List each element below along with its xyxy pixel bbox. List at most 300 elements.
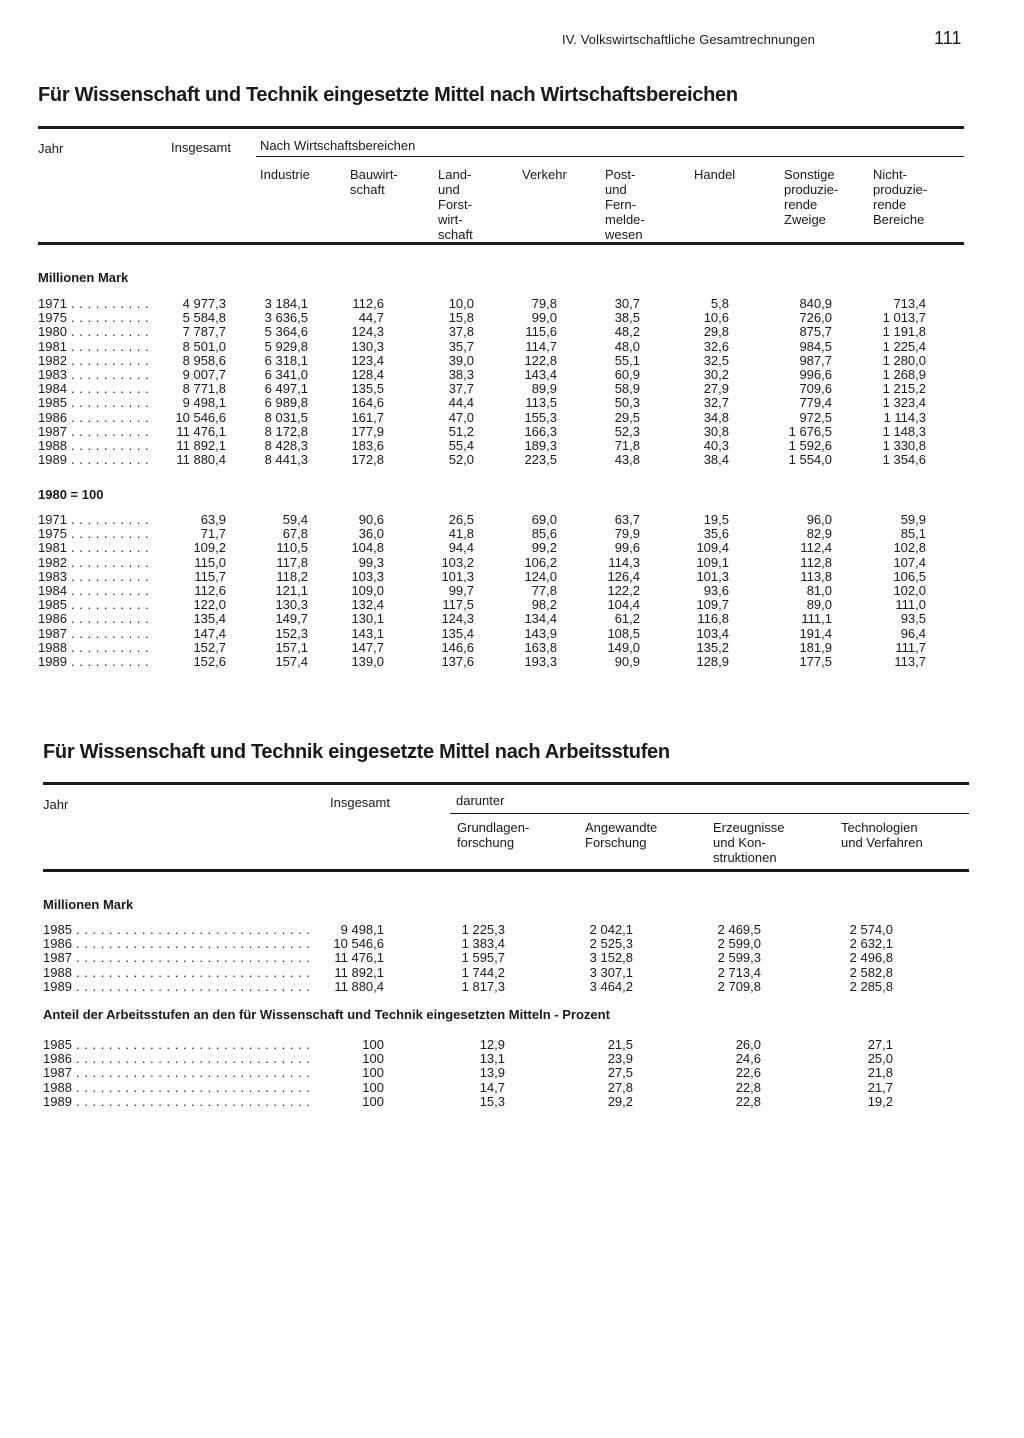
table1-top-rule (38, 126, 964, 129)
table-cell: 111,7 (895, 639, 926, 655)
table-cell: 103,3 (351, 568, 384, 584)
year-label: 1981 . . . (38, 541, 150, 555)
table-cell: 96,4 (900, 625, 926, 641)
table-row (0, 556, 1024, 570)
table-cell: 24,6 (735, 1051, 761, 1067)
table-cell: 11 476,1 (176, 423, 226, 439)
table-cell: 112,8 (800, 554, 832, 570)
table-cell: 93,6 (703, 583, 729, 598)
year-label: 1989 . . . (38, 655, 150, 669)
table-cell: 6 341,0 (264, 367, 308, 382)
table1-col-head-8: Nicht- produzie- rende Bereiche (873, 167, 928, 227)
table-cell: 157,1 (275, 639, 308, 655)
table-cell: 61,2 (614, 611, 640, 627)
table-cell: 984,5 (799, 338, 832, 354)
table-row (0, 513, 1024, 527)
table-cell: 161,7 (351, 409, 384, 425)
table-cell: 29,8 (703, 324, 729, 340)
table-cell: 94,4 (448, 540, 474, 556)
table-cell: 163,8 (524, 639, 557, 655)
table-cell: 112,4 (800, 540, 832, 556)
table-cell: 29,2 (607, 1093, 633, 1109)
table-cell: 55,1 (614, 352, 640, 368)
year-label: 1985 . . . (43, 1038, 309, 1052)
table-cell: 1 191,8 (882, 324, 926, 340)
table-cell: 1 744,2 (461, 964, 505, 980)
table-cell: 115,6 (525, 324, 557, 340)
table2-section-millionen: Millionen Mark (43, 897, 134, 912)
table-cell: 122,2 (607, 583, 640, 598)
table-cell: 987,7 (799, 352, 832, 368)
table-cell: 1 215,2 (882, 381, 926, 397)
table-cell: 146,6 (441, 639, 474, 655)
table-cell: 9 007,7 (182, 367, 226, 382)
table-cell: 117,5 (442, 597, 474, 613)
table-cell: 32,5 (703, 352, 729, 368)
table-cell: 101,3 (441, 568, 474, 584)
table-cell: 22,6 (735, 1065, 761, 1081)
table-cell: 124,3 (351, 324, 384, 340)
table-cell: 109,1 (696, 554, 729, 570)
table-cell: 2 469,5 (717, 922, 761, 937)
table-cell: 2 713,4 (717, 964, 761, 980)
table-row (0, 655, 1024, 669)
year-label: 1988 . . . (43, 1081, 309, 1095)
table-cell: 3 184,1 (264, 296, 308, 311)
table-cell: 177,9 (351, 423, 384, 439)
table-row (0, 411, 1024, 425)
table-cell: 32,6 (703, 338, 729, 354)
table-cell: 121,1 (275, 583, 308, 598)
table-cell: 19,2 (867, 1093, 893, 1109)
table-cell: 840,9 (799, 296, 832, 311)
table-cell: 5,8 (710, 296, 729, 311)
table-cell: 115,0 (194, 554, 226, 570)
table-cell: 113,7 (894, 654, 926, 669)
table-cell: 191,4 (799, 625, 832, 641)
table-cell: 135,4 (193, 611, 226, 627)
table-cell: 779,4 (799, 395, 832, 411)
table-cell: 1 817,3 (461, 978, 505, 994)
chapter-heading: IV. Volkswirtschaftliche Gesamtrechnungen (562, 32, 815, 47)
table-cell: 101,3 (696, 568, 729, 584)
table-cell: 1 225,3 (461, 922, 505, 937)
table-cell: 2 496,8 (849, 950, 893, 966)
table-cell: 2 632,1 (849, 936, 893, 952)
table-cell: 109,0 (351, 583, 384, 598)
table-cell: 1 383,4 (461, 936, 505, 952)
table-row (0, 951, 1024, 965)
table-cell: 23,9 (607, 1051, 633, 1067)
table-cell: 58,9 (614, 381, 640, 397)
table-cell: 11 880,4 (176, 452, 226, 468)
table-row (0, 382, 1024, 396)
table-cell: 30,7 (614, 296, 640, 311)
table-cell: 32,7 (703, 395, 729, 411)
table-cell: 34,8 (703, 409, 729, 425)
year-label: 1984 . . . (38, 382, 150, 396)
table-cell: 26,0 (735, 1037, 761, 1052)
table-cell: 8 501,0 (182, 338, 226, 354)
year-label: 1971 . . . (38, 513, 150, 527)
table-cell: 13,1 (479, 1051, 505, 1067)
table-cell: 90,6 (358, 512, 384, 527)
table-cell: 40,3 (703, 438, 729, 453)
table-cell: 51,2 (448, 423, 474, 439)
table-cell: 1 148,3 (882, 423, 926, 439)
table-cell: 177,5 (799, 654, 832, 669)
table1-head-group: Nach Wirtschaftsbereichen (260, 138, 416, 153)
table-row (0, 980, 1024, 994)
table-cell: 13,9 (479, 1065, 505, 1081)
table-cell: 3 636,5 (264, 310, 308, 326)
year-label: 1971 . . . (38, 297, 150, 311)
table-cell: 110,5 (276, 540, 308, 556)
table-cell: 25,0 (867, 1051, 893, 1067)
table-cell: 14,7 (479, 1079, 505, 1095)
year-label: 1982 . . . (38, 354, 150, 368)
table-cell: 113,5 (525, 395, 557, 411)
table-cell: 8 958,6 (182, 352, 226, 368)
table2-col-head-3: Erzeugnisse und Kon- struktionen (713, 820, 785, 865)
table-cell: 143,9 (524, 625, 557, 641)
table-cell: 2 709,8 (717, 978, 761, 994)
table-cell: 1 554,0 (788, 452, 832, 468)
table-cell: 103,4 (696, 625, 729, 641)
table-cell: 5 364,6 (264, 324, 308, 340)
table2-col-head-1: Grundlagen- forschung (457, 820, 530, 850)
table-cell: 193,3 (524, 654, 557, 669)
table-cell: 139,0 (351, 654, 384, 669)
table-row (0, 311, 1024, 325)
table-cell: 9 498,1 (340, 922, 384, 937)
table-cell: 1 330,8 (882, 438, 926, 453)
year-label: 1987 . . . (38, 425, 150, 439)
table-cell: 124,3 (441, 611, 474, 627)
table-row (0, 641, 1024, 655)
table1-col-head-7: Sonstige produzie- rende Zweige (784, 167, 839, 227)
table-cell: 11 880,4 (334, 978, 384, 994)
table-cell: 85,1 (900, 526, 926, 542)
table-cell: 134,4 (524, 611, 557, 627)
table-cell: 137,6 (441, 654, 474, 669)
table-cell: 11 892,1 (176, 438, 226, 453)
table-cell: 71,8 (614, 438, 640, 453)
table1-col-head-2: Bauwirt- schaft (350, 167, 398, 197)
table-cell: 143,1 (351, 625, 384, 641)
table-cell: 111,0 (895, 597, 926, 613)
year-label: 1982 . . . (38, 556, 150, 570)
table-cell: 48,0 (614, 338, 640, 354)
table-cell: 44,7 (358, 310, 384, 326)
table-cell: 1 268,9 (882, 367, 926, 382)
table-cell: 2 285,8 (849, 978, 893, 994)
table2-top-rule (43, 782, 969, 785)
table-cell: 713,4 (893, 296, 926, 311)
table-cell: 30,8 (703, 423, 729, 439)
table-cell: 181,9 (799, 639, 832, 655)
table1-col-head-3: Land- und Forst- wirt- schaft (438, 167, 473, 242)
year-label: 1988 . . . (43, 966, 309, 980)
table-row (0, 527, 1024, 541)
table-cell: 164,6 (351, 395, 384, 411)
table-cell: 128,9 (696, 654, 729, 669)
table2-col-head-2: Angewandte Forschung (585, 820, 658, 850)
table-row (0, 1052, 1024, 1066)
table-cell: 15,3 (479, 1093, 505, 1109)
table-cell: 22,8 (735, 1093, 761, 1109)
table2-section-anteil: Anteil der Arbeitsstufen an den für Wissenschaft und Technik eingesetzten Mitteln - Prozent (43, 1007, 610, 1022)
table-cell: 67,8 (282, 526, 308, 542)
table-cell: 99,3 (358, 554, 384, 570)
table-row (0, 570, 1024, 584)
table-cell: 1 013,7 (882, 310, 926, 326)
year-label: 1981 . . . (38, 340, 150, 354)
table-cell: 152,3 (275, 625, 308, 641)
table-cell: 152,6 (193, 654, 226, 669)
table-row (0, 541, 1024, 555)
table-cell: 223,5 (524, 452, 557, 468)
table-cell: 130,3 (351, 338, 384, 354)
table-cell: 3 152,8 (589, 950, 633, 966)
table1-title: Für Wissenschaft und Technik eingesetzte Mittel nach Wirtschaftsbereichen (38, 84, 738, 106)
table-cell: 21,8 (867, 1065, 893, 1081)
table-cell: 1 114,3 (883, 409, 926, 425)
table-cell: 130,1 (351, 611, 384, 627)
table-cell: 149,7 (275, 611, 308, 627)
table-cell: 81,0 (806, 583, 832, 598)
table-cell: 5 584,8 (182, 310, 226, 326)
table-cell: 106,5 (893, 568, 926, 584)
table-cell: 27,5 (607, 1065, 633, 1081)
table-row (0, 453, 1024, 467)
table-cell: 12,9 (479, 1037, 505, 1052)
table-cell: 99,0 (531, 310, 557, 326)
table1-section-index: 1980 = 100 (38, 487, 104, 502)
table-cell: 2 525,3 (589, 936, 633, 952)
table-cell: 59,9 (900, 512, 926, 527)
table-row (0, 584, 1024, 598)
table-cell: 48,2 (614, 324, 640, 340)
table-cell: 96,0 (806, 512, 832, 527)
table-row (0, 425, 1024, 439)
table-cell: 104,4 (607, 597, 640, 613)
table-cell: 117,8 (276, 554, 308, 570)
table-cell: 1 592,6 (788, 438, 832, 453)
table-cell: 38,3 (448, 367, 474, 382)
table-cell: 52,3 (614, 423, 640, 439)
year-label: 1980 . . . (38, 325, 150, 339)
table-cell: 124,0 (524, 568, 557, 584)
table-cell: 79,9 (614, 526, 640, 542)
table-cell: 2 042,1 (589, 922, 633, 937)
table-cell: 100 (362, 1037, 384, 1052)
table-cell: 122,8 (524, 352, 557, 368)
table-cell: 37,7 (448, 381, 474, 397)
table-cell: 11 476,1 (334, 950, 384, 966)
table-row (0, 325, 1024, 339)
year-label: 1987 . . . (38, 627, 150, 641)
table-cell: 102,8 (893, 540, 926, 556)
table-cell: 109,2 (193, 540, 226, 556)
table-cell: 15,8 (448, 310, 474, 326)
table-cell: 50,3 (614, 395, 640, 411)
table-cell: 114,3 (608, 554, 640, 570)
table-cell: 77,8 (531, 583, 557, 598)
table-cell: 2 599,3 (717, 950, 761, 966)
table-cell: 69,0 (531, 512, 557, 527)
table2-head-insgesamt: Insgesamt (330, 795, 390, 810)
table2-head-group: darunter (456, 793, 505, 808)
table-cell: 71,7 (200, 526, 226, 542)
year-label: 1975 . . . (38, 311, 150, 325)
table-cell: 10,6 (703, 310, 729, 326)
table-row (0, 340, 1024, 354)
table-cell: 11 892,1 (334, 964, 384, 980)
table-cell: 22,8 (735, 1079, 761, 1095)
table-cell: 109,7 (696, 597, 729, 613)
table-cell: 82,9 (806, 526, 832, 542)
table-cell: 709,6 (799, 381, 832, 397)
table-cell: 147,4 (193, 625, 226, 641)
table-cell: 21,5 (607, 1037, 633, 1052)
table-cell: 60,9 (614, 367, 640, 382)
year-label: 1985 . . . (38, 598, 150, 612)
table-cell: 183,6 (351, 438, 384, 453)
table-cell: 30,2 (703, 367, 729, 382)
table-row (0, 923, 1024, 937)
table-cell: 152,7 (193, 639, 226, 655)
table-cell: 8 428,3 (264, 438, 308, 453)
table-cell: 21,7 (867, 1079, 893, 1095)
table-cell: 8 441,3 (264, 452, 308, 468)
table-cell: 8 172,8 (264, 423, 308, 439)
table-cell: 44,4 (448, 395, 474, 411)
table-row (0, 439, 1024, 453)
table-cell: 35,6 (703, 526, 729, 542)
table-cell: 108,5 (607, 625, 640, 641)
table1-col-head-5: Post- und Fern- melde- wesen (605, 167, 645, 242)
table-row (0, 1066, 1024, 1080)
table-cell: 118,2 (276, 568, 308, 584)
table2-head-jahr: Jahr (43, 797, 69, 812)
table-cell: 130,3 (275, 597, 308, 613)
table-cell: 135,2 (696, 639, 729, 655)
table-cell: 6 497,1 (264, 381, 308, 397)
table-cell: 147,7 (351, 639, 384, 655)
table-cell: 27,9 (703, 381, 729, 397)
table-cell: 63,7 (614, 512, 640, 527)
table-cell: 122,0 (193, 597, 226, 613)
table-cell: 99,7 (448, 583, 474, 598)
table-row (0, 612, 1024, 626)
table-row (0, 598, 1024, 612)
table-cell: 3 464,2 (589, 978, 633, 994)
table-cell: 10 546,6 (333, 936, 384, 952)
table-cell: 114,7 (525, 338, 557, 354)
table-cell: 99,2 (531, 540, 557, 556)
table-cell: 2 574,0 (849, 922, 893, 937)
table-cell: 143,4 (524, 367, 557, 382)
table1-group-rule (256, 156, 964, 157)
year-label: 1987 . . . (43, 1066, 309, 1080)
table-cell: 99,6 (614, 540, 640, 556)
table-cell: 123,4 (351, 352, 384, 368)
table-cell: 135,4 (441, 625, 474, 641)
table2-group-rule (450, 813, 969, 814)
table-cell: 4 977,3 (182, 296, 226, 311)
table-cell: 10,0 (448, 296, 474, 311)
table-cell: 2 582,8 (849, 964, 893, 980)
table-cell: 38,5 (614, 310, 640, 326)
table-cell: 8 031,5 (264, 409, 308, 425)
year-label: 1986 . . . (43, 937, 309, 951)
table-cell: 106,2 (524, 554, 557, 570)
year-label: 1975 . . . (38, 527, 150, 541)
table-cell: 104,8 (351, 540, 384, 556)
table-cell: 972,5 (799, 409, 832, 425)
table-cell: 189,3 (524, 438, 557, 453)
table-cell: 157,4 (275, 654, 308, 669)
table-row (0, 297, 1024, 311)
year-label: 1987 . . . (43, 951, 309, 965)
year-label: 1986 . . . (38, 612, 150, 626)
table-row (0, 627, 1024, 641)
year-label: 1985 . . . (43, 923, 309, 937)
year-label: 1984 . . . (38, 584, 150, 598)
table-cell: 79,8 (531, 296, 557, 311)
year-label: 1989 . . . (38, 453, 150, 467)
table-cell: 1 676,5 (788, 423, 832, 439)
table-row (0, 1095, 1024, 1109)
year-label: 1986 . . . (43, 1052, 309, 1066)
table-cell: 113,8 (800, 568, 832, 584)
table-cell: 39,0 (448, 352, 474, 368)
table-cell: 98,2 (531, 597, 557, 613)
table-cell: 5 929,8 (264, 338, 308, 354)
table1-head-jahr: Jahr (38, 141, 64, 156)
table-cell: 1 595,7 (461, 950, 505, 966)
table-cell: 100 (362, 1051, 384, 1067)
table-row (0, 396, 1024, 410)
table-cell: 996,6 (799, 367, 832, 382)
table-cell: 6 989,8 (264, 395, 308, 411)
year-label: 1989 . . . (43, 980, 309, 994)
table-cell: 59,4 (282, 512, 308, 527)
table-cell: 126,4 (607, 568, 640, 584)
table-cell: 2 599,0 (717, 936, 761, 952)
table-row (0, 1038, 1024, 1052)
table-cell: 29,5 (614, 409, 640, 425)
table1-col-head-1: Industrie (260, 167, 310, 182)
table-cell: 38,4 (703, 452, 729, 468)
table-cell: 27,1 (867, 1037, 893, 1052)
table-cell: 89,9 (531, 381, 557, 397)
table-cell: 26,5 (448, 512, 474, 527)
table-cell: 9 498,1 (182, 395, 226, 411)
year-label: 1985 . . . (38, 396, 150, 410)
table2-header-rule (43, 869, 969, 872)
table1-col-head-6: Handel (694, 167, 736, 182)
table2-title: Für Wissenschaft und Technik eingesetzte Mittel nach Arbeitsstufen (43, 741, 670, 763)
table-cell: 47,0 (448, 409, 474, 425)
table1-header-rule (38, 242, 964, 245)
table-cell: 172,8 (351, 452, 384, 468)
table-row (0, 1081, 1024, 1095)
table1-head-insgesamt: Insgesamt (171, 140, 231, 155)
table-row (0, 937, 1024, 951)
table-cell: 90,9 (614, 654, 640, 669)
